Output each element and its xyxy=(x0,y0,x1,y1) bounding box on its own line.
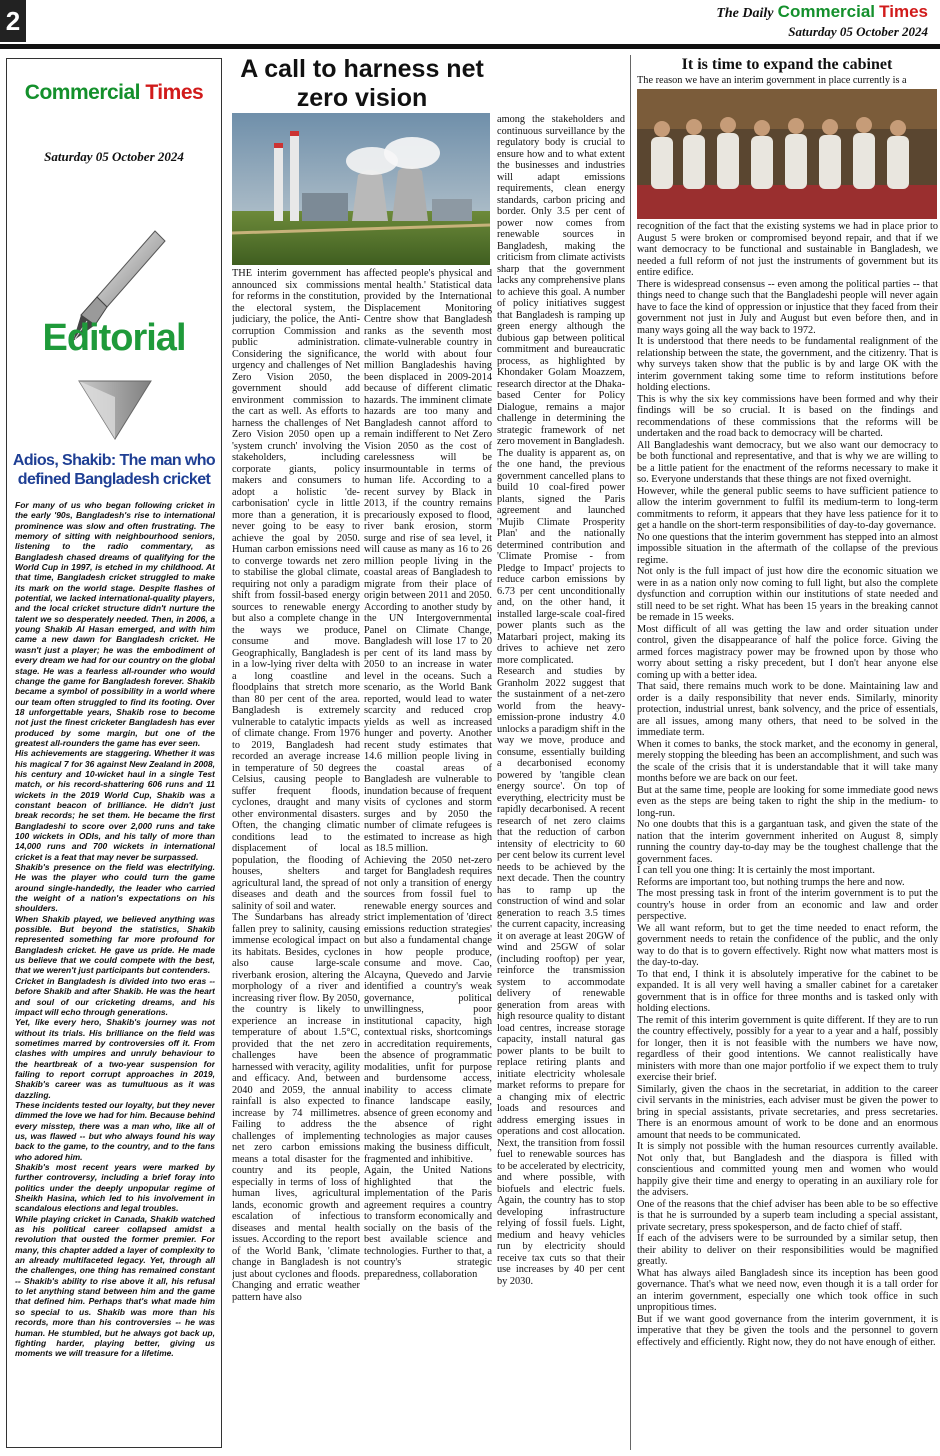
article1-paragraph: The duality is apparent as, on the one hand, the previous government cancelled plans to build 10 coal-fired power plants, signed the Paris agreement and launched 'Mujib Climate Prosperity Plan' and the nationally determined contribution and 'Climate Promise - from Pledge to Impact' projects to reduce carbon emissions by 6.73 per cent unconditionally and, on the other hand, it installed large-scale coal-fired power plants such as the Matarbari project, making its drives to achieve net zero more complicated. xyxy=(497,447,625,666)
sidebar-paragraph: His achievements are staggering. Whether it was his magical 7 for 36 against New Zealand in 2008, his century and 10-wicket haul in a single Test match, or his record-shattering 606 runs and 11 wickets in the 2019 World Cup, Shakib was a constant beacon of brilliance. He didn't just break records; he set them. He became the first Bangladeshi to score over 2,000 runs and take 100 wickets in ODIs, and his tally of more than 14,000 runs and 700 wickets in international cricket is a feat that may never be surpassed. xyxy=(15,748,215,862)
article1-column-3 xyxy=(497,114,625,1450)
article2-paragraph: But if we want good governance from the interim government, it is imperative that they be given the tools and the personnel to govern effectively and efficiently. Right now, they do not have enough of either. xyxy=(637,1313,938,1348)
masthead-times: Times xyxy=(879,2,928,21)
article2-paragraph: What has always ailed Bangladesh since its inception has been good governance. That's what we need now, even though it is a tall order for an interim government, especially one which took office in such unpropitious times. xyxy=(637,1267,938,1313)
masthead-daily: The Daily xyxy=(716,6,774,21)
column-divider xyxy=(630,55,631,1450)
sidebar-paragraph: These incidents tested our loyalty, but they never dimmed the love we had for him. Because behind every misstep, there was a man who, like all of us, was flawed -- but who always found his way back to the game, to the country, and to the fans who adored him. xyxy=(15,1099,215,1162)
article2-paragraph: To that end, I think it is absolutely imperative for the cabinet to be expanded. It is all very well having a smaller cabinet for a caretaker government that is in office for three months and is tasked only with holding elections. xyxy=(637,968,938,1014)
cabinet-photo xyxy=(637,89,937,219)
article2-body xyxy=(637,221,938,1450)
article1-paragraph: Research and studies by Granholm 2022 suggest that the sustainment of a net-zero world from the heavy-emission-prone industry 4.0 unlocks a paradigm shift in the way we move, produce and consume, essentially building a decarbonised economy powered by 'tangible clean energy source'. On top of everything, electricity must be rapidly decarbonised. A recent research of net zero claims that the reduction of carbon intensity of electricity to 60 per cent below its current level needs to be achieved by the next decade. Then the country has to ramp up the construction of wind and solar generation to reach 3.5 times the current capacity, increasing it on average at least 20GW of wind and 25GW of solar (including rooftop) per year, reinforce the transmission system to accommodate delivery of renewable generation from areas with high resource quality to distant load centres, increase storage capacity, install natural gas power plants to be built to replace retiring plants and initiate electricity wholesale market reforms to prepare for a changing mix of electric loads and resources and address emerging issues in operations and cost allocation. Next, the transition from fossil fuel to renewable sources has to be accelerated by electricity, and where possible, with biofuels and electric fuels. Again, the country has to stop developing infrastructure relying of fossil fuels. Light, medium and heavy vehicles run by electricity should receive tax cuts so that their use increases by 40 per cent by 2030. xyxy=(497,666,625,1287)
article1-paragraph: Achieving the 2050 net-zero target for Bangladesh requires not only a transition of energy sources from fossil fuel to renewable energy sources and strict implementation of 'direct emissions reduction strategies' but also a fundamental change in how people produce, consume and move. Cao, Alcayna, Quevedo and Jarvie identified a country's weak governance, political unwillingness, poor institutional capacity, high contextual risks, shortcomings in accreditation requirements, the absence of programmatic modalities, unfit for purpose and burdensome access, inability to access climate finance landscape easily, absence of green economy and the absence of right technologies as major causes making the business difficult, fragmented and inhibitive. xyxy=(364,854,492,1165)
sidebar-paragraph: Yet, like every hero, Shakib's journey was not without its trials. His brilliance on the field was sometimes marred by controversies off it. From clashes with umpires and unruly behaviour to the heartbreak of a two-year suspension for failing to report corrupt approaches in 2019, Shakib's career was as tumultuous as it was dazzling. xyxy=(15,1017,215,1100)
masthead-brand xyxy=(716,2,928,22)
article1-headline: A call to harness net zero vision xyxy=(240,55,484,112)
article2-paragraph: recognition of the fact that the existing systems we had in place prior to August 5 were broken or compromised beyond repair, and that if we want democracy to be functional and sustainable in Bangladesh, we needed a full reform of not just the instruments of government but its entire edifice. xyxy=(637,221,938,278)
masthead-rule xyxy=(0,44,940,49)
sidebar-brand-commercial: Commercial xyxy=(24,81,141,104)
article1-column-1 xyxy=(232,268,360,1450)
editorial-sidebar xyxy=(6,58,222,1448)
article2-headline: It is time to expand the cabinet xyxy=(681,56,893,73)
article2-paragraph: If each of the advisers were to be surrounded by a similar setup, then their ability to deliver on their responsibilities would be magnified greatly. xyxy=(637,1233,938,1267)
article2-paragraph: It is simply not possible with the human resources currently available. Not only that, but Bangladesh and the diaspora is filled with conscientious and committed young men and women who would happily give their time and energy to operating in an auxiliary role for the advisers. xyxy=(637,1141,938,1198)
article2-paragraph: The remit of this interim government is quite different. If they are to run the country effectively, possibly for a year to a year and a half, possibly for longer, then it is not feasible with the numbers we have now, regardless of their good intentions. We cannot realistically have ministers with more than one major portfolio if we expect them to truly exercise their brief. xyxy=(637,1014,938,1083)
article2-paragraph: However, while the general public seems to have sufficient patience to allow the interim government to fulfil its medium-term to long-term commitments to reform, it appears that they have less patience for it to get a handle on the short-term responsibilities of day-to-day governance. xyxy=(637,485,938,531)
masthead-commercial: Commercial xyxy=(777,2,875,21)
article2-deck: The reason we have an interim government in place currently is a xyxy=(637,75,907,86)
masthead-date: Saturday 05 October 2024 xyxy=(788,24,928,39)
sidebar-paragraph: Cricket in Bangladesh is divided into two eras -- before Shakib and after Shakib. He was the heart and soul of our cricketing dreams, and his impact will echo through generations. xyxy=(15,975,215,1017)
sidebar-paragraph: When Shakib played, we believed anything was possible. But beyond the statistics, Shakib represented something far more profound for Bangladesh cricket. He gave us pride. He made us believe that we could compete with the best, that we weren't just participants but contenders. xyxy=(15,913,215,976)
sidebar-paragraph: Shakib's presence on the field was electrifying. He was the player who could turn the game around single-handedly, the leader who carried the weight of a nation's expectations on his shoulders. xyxy=(15,862,215,914)
article2-paragraph: It is understood that there needs to be fundamental realignment of the relationship between the state, the government, and the citizenry. That is why surveys taken show that the public is by and large OK with the interim government taking some time to reform institutions before holding elections. xyxy=(637,336,938,393)
article2-paragraph: No one doubts that this is a gargantuan task, and given the state of the nation that the interim government inherited on August 8, simply running the country day-to-day may be the toughest challenge that the government faces. xyxy=(637,819,938,865)
article1-column-2 xyxy=(364,268,492,1450)
article2-paragraph: But at the same time, people are looking for some immediate good news even as the steps are being taken to right the ship in the medium- to long-run. xyxy=(637,784,938,819)
article2-paragraph: We all want reform, but to get the time needed to enact reform, the government needs to retain the confidence of the public, and the only way to do that is to govern effectively. Right now what matters most is the day-to-day. xyxy=(637,922,938,968)
article2-paragraph: Reforms are important too, but nothing trumps the here and now. xyxy=(637,876,905,888)
article2-paragraph: Not only is the full impact of just how dire the economic situation we were in as a nation only now coming to full light, but also the complete dysfunction and corruption within our institutions of state needed and still need to be set right. What has been 15 years in the breaking cannot be remade in 15 weeks. xyxy=(637,566,938,623)
article2-paragraph: When it comes to banks, the stock market, and the economy in general, merely stopping the bleeding has been an accomplishment, and such was the scale of the crisis that it is understandable that it will take many months before we are back on our feet. xyxy=(637,738,938,784)
article2-paragraph: The most pressing task in front of the interim government is to put the country's house in order from an economic and law and order perspective. xyxy=(637,888,938,922)
article2-paragraph: Similarly, given the chaos in the secretariat, in addition to the career civil servants in the ministries, each adviser must be given the power to bring in special assistants, private secretaries, and press secretaries. There is an enormous amount of work to be done and an enormous amount that needs to be communicated. xyxy=(637,1083,938,1141)
sidebar-brand xyxy=(7,81,221,105)
article1-paragraph: The Sundarbans has already fallen prey to salinity, causing immense ecological impact on its habitats. Besides, cyclones also cause large-scale riverbank erosion, altering the morphology of a river and increasing river flow. By 2050, the country is likely to experience an increase in temperature of about 1.5°C, provided that the net zero challenges have been harnessed with veracity, agility and efficacy. And, between 2040 and 2059, the annual rainfall is also expected to increase by 74 millimetres. Failing to address the challenges of implementing net zero carbon emissions means a total disaster for the country and its people, especially in terms of loss of human lives, agricultural lands, economic growth and escalation of infectious diseases and mental health issues. According to the report of the World Bank, 'climate change in Bangladesh is not just about cyclones and floods. Changing and erratic weather pattern have also xyxy=(232,912,360,1303)
article2-paragraph: Most difficult of all was getting the law and order situation under control, given the disappearance of half the police force. Giving the armed forces magistracy power may be frowned upon by those who worry about setting a risky precedent, but I don't hear anyone else coming up with a better idea. xyxy=(637,623,938,681)
article2-paragraph: This is why the six key commissions have been formed and why their findings will be so crucial. It is based on the findings and recommendations of these commissions that the reforms will be undertaken and the road back to democracy will be charted. xyxy=(637,393,938,439)
sidebar-paragraph: While playing cricket in Canada, Shakib watched as his political career collapsed amidst a revolution that ousted the former premier. For many, this chapter added a layer of complexity to an already multifaceted legacy. Yet, through all the challenges, one thing has remained constant -- Shakib's ability to rise above it all, his refusal to let anything stand between him and the game that defined him. Perhaps that's what made him so special to us. Shakib was more than his records, more than his controversies -- he was human. He stumbled, but he always got back up, fighting harder, playing better, giving us moments we will treasure for a lifetime. xyxy=(15,1213,215,1359)
article2-paragraph: One of the reasons that the chief adviser has been able to be so effective is that he is surrounded by a superb team including a special assistant, private secretary, press spokesperson, and de facto chief of staff. xyxy=(637,1198,938,1233)
sidebar-headline: Adios, Shakib: The man who defined Bangladesh cricket xyxy=(12,452,216,488)
section-title: Editorial xyxy=(42,317,186,359)
power-plant-photo xyxy=(232,113,490,265)
sidebar-body xyxy=(15,500,215,1445)
article2-paragraph: There is widespread consensus -- even among the political parties -- that things need to change such that the Bangladeshi people will never again have to face the kind of oppression or injustice that they faced from their government not just in July and August but even before then, and in many ways going all the way back to 1972. xyxy=(637,278,938,336)
sidebar-date: Saturday 05 October 2024 xyxy=(44,149,184,164)
sidebar-paragraph: For many of us who began following cricket in the early '90s, Bangladesh's rise to international prominence was slow and often frustrating. The memory of sitting with neighbourhood seniors, listening to the radio commentary, as Bangladesh chased dreams of qualifying for the World Cup in 1997, is etched in my childhood. At that time, Bangladesh cricket struggled to make its mark on the world stage. Despite flashes of potential, we lacked international-quality players, and the local cricket structure didn't nurture the talent we so desperately needed. Then, in 2006, a young Shakib Al Hasan emerged, and with him came a new dawn for Bangladesh cricket. He wasn't just a player; he was the embodiment of every dream we had for our country on the global stage. He was a fearless all-rounder who would change the game for Bangladesh forever. Shakib became a symbol of possibility in a world where our team often struggled to find its footing. Over 18 unforgettable years, Shakib rose to become not just the finest cricketer Bangladesh has ever produced by some margin, but one of the greatest all-rounders the game has ever seen. xyxy=(15,500,215,748)
article1-paragraph: among the stakeholders and continuous surveillance by the regulatory body is crucial to ensure how and to what extent the businesses and industries will adapt emissions requirements, clean energy standards, carbon pricing and border. Only 3.5 per cent of power now comes from renewable sources in Bangladesh, making the criticism from climate activists sharp that the government lacks any comprehensive plans to achieve this goal. A number of policy initiatives suggest that Bangladesh is ramping up green energy although the dubious gap between political commitment and bureaucratic process, as highlighted by Khondaker Golam Moazzem, research director at the Dhaka-based Center for Policy Dialogue, remains a major challenge in determining the strategic framework of net zero movement in Bangladesh. xyxy=(497,114,625,447)
article1-paragraph: affected people's physical and mental health.' Statistical data provided by the International Displacement Monitoring Centre show that Bangladesh ranks as the seventh most climate-vulnerable country in the world with about four million Bangladeshis having been displaced in 2009-2014 because of different climatic hazards. The imminent climate hazards are too many and Bangladesh cannot afford to remain indifferent to Net Zero Vision 2050 as the cost of carelessness will be insurmountable in terms of human life. According to a recent survey by Black in 2013, if the country remains precariously exposed to flood, river bank erosion, storm surge and rise of sea level, it will cause as many as 16 to 26 million people living in the coastal areas of Bangladesh to migrate from their place of origin between 2011 and 2050. According to another study by the UN Intergovernmental Panel on Climate Change, Bangladesh will lose 17 to 20 per cent of its land mass by 2050 to an increase in water level in the oceans. Such a scenario, as the World Bank reported, would lead to water scarcity and reduced crop yields as well as increased hunger and poverty. Another recent study estimates that 14.6 million people living in the coastal areas of Bangladesh are vulnerable to inundation because of frequent visits of cyclones and storm surges and by 2050 the number of climate refugees is estimated to increase as high as 18.5 million. xyxy=(364,268,492,854)
article2-paragraph: I can tell you one thing: It is certainly the most important. xyxy=(637,865,875,876)
page-number: 2 xyxy=(0,0,26,42)
down-arrow-icon xyxy=(77,379,153,441)
article2-paragraph: All Bangladeshis want democracy, but we also want our democracy to be both functional and representative, and that is why we are willing to be a little patient for the enactment of the reforms necessary to make it so. Everyone understands that these things are not fixed overnight. xyxy=(637,439,938,485)
article2-paragraph: No one questions that the interim government has stepped into an almost impossible situation in the aftermath of the collapse of the previous regime. xyxy=(637,531,938,566)
sidebar-paragraph: Shakib's most recent years were marked by further controversy, including a brief foray into politics under the deeply unpopular regime of Sheikh Hasina, which led to his involvement in scandalous elections and legal troubles. xyxy=(15,1162,215,1214)
article2-paragraph: That said, there remains much work to be done. Maintaining law and order is a daily responsibility that never ends. Similarly, minority protection, industrial unrest, bank solvency, and the price of essentials, are all issues, among many others, that need to be solved in the immediate term. xyxy=(637,681,938,738)
article1-paragraph: Again, the United Nations highlighted that the implementation of the Paris agreement requires a country to transform economically and socially on the basis of the best available science and technologies. Further to that, a country's strategic preparedness, collaboration xyxy=(364,1165,492,1280)
sidebar-brand-times: Times xyxy=(145,81,204,104)
article1-paragraph: THE interim government has announced six commissions for reforms in the constitution, the electoral system, the judiciary, the police, the Anti-corruption Commission and public administration. Considering the significance, urgency and challenges of Net Zero Vision 2050, the government should add environment commission to the cart as well. As efforts to harness the challenges of Net Zero Vision 2050 open up a 'system crunch' involving the stakeholders, including corporate giants, policy makers and consumers to adopt a holistic 'de-carbonisation' cycle in little more than a generation, it is never going to be easy to achieve the goal by 2050. Human carbon emissions need to converge towards net zero to stabilise the global climate, requiring not only a paradigm shift from fossil-based energy sources to renewable energy but also a complete change in the ways we produce, consume and move. Geographically, Bangladesh is in a low-lying river delta with a long coastline and floodplains that stretch more than 80 per cent of the area. Bangladesh is extremely vulnerable to catalytic impacts of climate change. From 1976 to 2019, Bangladesh had recorded an average increase in temperature of 50 degrees Celsius, causing people to suffer frequent floods, cyclones, draught and many other environmental disasters. Often, the changing climatic conditions lead to the displacement of local population, the flooding of houses, shelters and agricultural land, the spread of diseases and death and the salinity of soil and water. xyxy=(232,268,360,912)
